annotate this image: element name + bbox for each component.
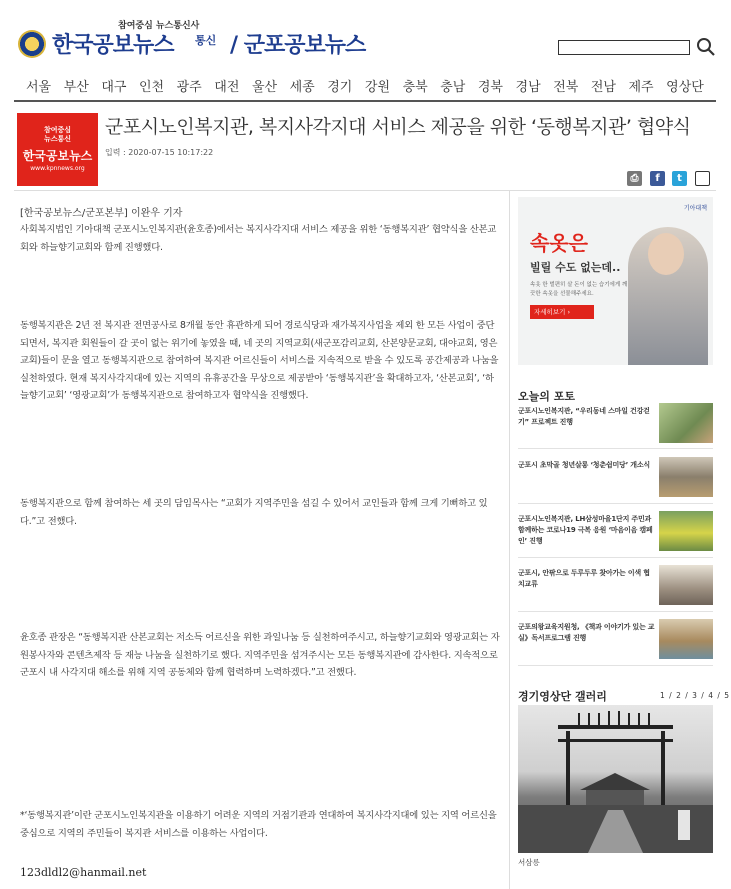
- ad-subline: 빌릴 수도 없는데..: [530, 261, 621, 274]
- nav-item[interactable]: 충남: [440, 80, 466, 95]
- nav-item[interactable]: 대전: [214, 80, 240, 95]
- divider: [14, 190, 716, 191]
- divider: [518, 503, 713, 504]
- nav-item[interactable]: 전남: [590, 80, 616, 95]
- nav-item[interactable]: 영상단: [666, 80, 704, 95]
- photo-item-title[interactable]: 군포시 초막골 청년살롱 ‘청춘쉼미당’ 개소식: [518, 461, 650, 469]
- ad-face-image: [648, 233, 684, 275]
- article-logo-line1: 참여중심: [43, 126, 72, 134]
- region-logo-text[interactable]: / 군포공보뉴스: [230, 33, 366, 58]
- divider: [518, 557, 713, 558]
- photo-thumbnail[interactable]: [659, 565, 713, 605]
- nav-item[interactable]: 전북: [553, 80, 579, 95]
- copy-icon[interactable]: [695, 171, 710, 186]
- logo-seal-icon[interactable]: [18, 30, 46, 58]
- divider: [518, 665, 713, 666]
- ad-brand: 기아대책: [683, 205, 707, 212]
- article-logo-line3: 한국공보뉴스: [22, 149, 93, 163]
- sidebar-ad[interactable]: [518, 197, 713, 365]
- article-paragraph: 동행복지관은 2년 전 복지관 전면공사로 8개월 동안 휴관하게 되어 경로식당과 재가복지사업을 제외 한 모든 사업이 중단되면서, 복지관 회원들이 갈 곳이 없는 위기에 놓였을 때, 네 곳의 지역교회(새군포감리교회, 산본양문교회, 대야교회, 영은교회)들이 문을 열고 동행복지관으로 참여하여 복지관 어르신들이 서비스를 지속적으로 받을 수 있도록 공간제공과 나눔을 실천하였다. 현재 복지사각지대에 있는 지역의 유휴공간을 무상으로 제공받아 ‘동행복지관’을 확대하고자, ‘산본교회’, ‘하늘향기교회’ ‘영광교회’가 동행복지관으로 참여하고자 협약식을 진행했다.: [20, 320, 499, 401]
- ad-more-button[interactable]: 자세히보기 ›: [530, 305, 594, 319]
- article-paragraph: 사회복지법인 기아대책 군포시노인복지관(윤호종)에서는 복지사각지대 서비스 제공을 위한 ‘동행복지관’ 협약식을 산본교회와 하늘향기교회와 함께 진행했다.: [20, 224, 497, 253]
- nav-item[interactable]: 인천: [138, 80, 165, 95]
- photo-item-title[interactable]: 군포시노인복지관, LH삼성마을1단지 주민과 함께하는 코로나19 극복 응원 ‘마음이음 캠페인’ 진행: [518, 515, 653, 545]
- nav-item[interactable]: 경남: [515, 80, 541, 95]
- photo-item-title[interactable]: 군포의왕교육지원청, 《책과 이야기가 있는 교실》독서프로그램 진행: [518, 623, 655, 642]
- photo-item-title[interactable]: 군포시, 안팎으로 두루두루 찾아가는 이색 협치교류: [518, 569, 650, 588]
- gallery-pagination[interactable]: 1 / 2 / 3 / 4 / 5: [660, 691, 731, 700]
- nav-item[interactable]: 광주: [176, 80, 202, 95]
- twitter-icon[interactable]: t: [672, 171, 687, 186]
- gallery-caption: 서삼릉: [518, 858, 540, 867]
- article-paragraph: 윤호종 관장은 “동행복지관 산본교회는 저소득 어르신을 위한 과일나눔 등 실천하여주시고, 하늘향기교회와 영광교회는 자원봉사자와 콘텐츠제작 등 재능 나눔을 실천하기로 했다. 지역주민을 섬겨주시는 모든 동행복지관에 감사한다. 지속적으로 군포시 내 사각지대 해소를 위해 지역 공동체와 함께 협력하며 노력하겠다.”고 전했다.: [20, 632, 500, 678]
- article-title: 군포시노인복지관, 복지사각지대 서비스 제공을 위한 ‘동행복지관’ 협약식: [105, 116, 691, 138]
- column-divider: [509, 191, 510, 889]
- nav-item[interactable]: 대구: [101, 80, 127, 95]
- print-icon[interactable]: ⎙: [627, 171, 642, 186]
- divider: [518, 448, 713, 449]
- photo-thumbnail[interactable]: [659, 403, 713, 443]
- photo-item-title[interactable]: 군포시노인복지관, “우리동네 스마일 건강걷기” 프로젝트 진행: [518, 407, 650, 426]
- nav-item[interactable]: 울산: [251, 80, 278, 95]
- nav-item[interactable]: 경기: [327, 80, 353, 95]
- site-header: [0, 0, 731, 70]
- site-logo-text[interactable]: 한국공보뉴스: [52, 33, 174, 58]
- article-paragraph: *‘동행복지관’이란 군포시노인복지관을 이용하기 어려운 지역의 거점기관과 연대하여 복지사각지대에 있는 지역 어르신을 중심으로 지역의 주민들이 복지관 서비스를 이용하는 사업이다.: [20, 810, 497, 839]
- article-reporter: [한국공보뉴스/군포본부] 이완우 기자: [20, 208, 183, 219]
- search-icon[interactable]: [696, 37, 716, 57]
- divider: [518, 611, 713, 612]
- reporter-email[interactable]: 123dldl2@hanmail.net: [20, 866, 147, 879]
- photo-thumbnail[interactable]: [659, 511, 713, 551]
- photo-thumbnail[interactable]: [659, 457, 713, 497]
- gallery-gate-image: [518, 705, 713, 853]
- photo-list-item[interactable]: [518, 457, 713, 500]
- photo-thumbnail[interactable]: [659, 619, 713, 659]
- gallery-image[interactable]: [518, 705, 713, 853]
- article-date: 입력 : 2020-07-15 10:17:22: [105, 148, 214, 157]
- nav-item[interactable]: 세종: [289, 80, 315, 95]
- site-logo-sub: 통신: [195, 34, 217, 47]
- photo-list-item[interactable]: [518, 565, 713, 608]
- facebook-icon[interactable]: f: [650, 171, 665, 186]
- search-input[interactable]: [558, 40, 690, 55]
- photos-section-title: 오늘의 포토: [518, 390, 575, 403]
- article-paragraph: 동행복지관으로 함께 참여하는 세 곳의 담임목사는 “교회가 지역주민을 섬길 수 있어서 교인들과 함께 크게 기뻐하고 있다.”고 전했다.: [20, 498, 488, 527]
- nav-item[interactable]: 경북: [477, 80, 503, 95]
- nav-item[interactable]: 제주: [628, 80, 654, 95]
- photo-list-item[interactable]: [518, 511, 713, 554]
- region-nav: [14, 76, 716, 102]
- ad-headline: 속옷은: [530, 231, 588, 255]
- article-logo-line2: 뉴스통신: [43, 135, 72, 143]
- nav-item[interactable]: 부산: [63, 80, 89, 95]
- article-logo: [17, 113, 98, 186]
- gallery-section-title: 경기영상단 갤러리: [518, 690, 607, 703]
- article-logo-url: www.kpnnews.org: [30, 165, 85, 172]
- nav-item[interactable]: 강원: [364, 80, 391, 95]
- site-tagline: 참여중심 뉴스통신사: [118, 21, 200, 31]
- ad-description: 속옷 한 벌편히 살 돈이 없는 습기에게 깨끗한 속옷을 선물해주세요.: [530, 282, 628, 297]
- nav-item[interactable]: 서울: [26, 80, 52, 95]
- nav-item[interactable]: 충북: [402, 80, 428, 95]
- photo-list-item[interactable]: [518, 619, 713, 662]
- photo-list-item[interactable]: [518, 403, 713, 446]
